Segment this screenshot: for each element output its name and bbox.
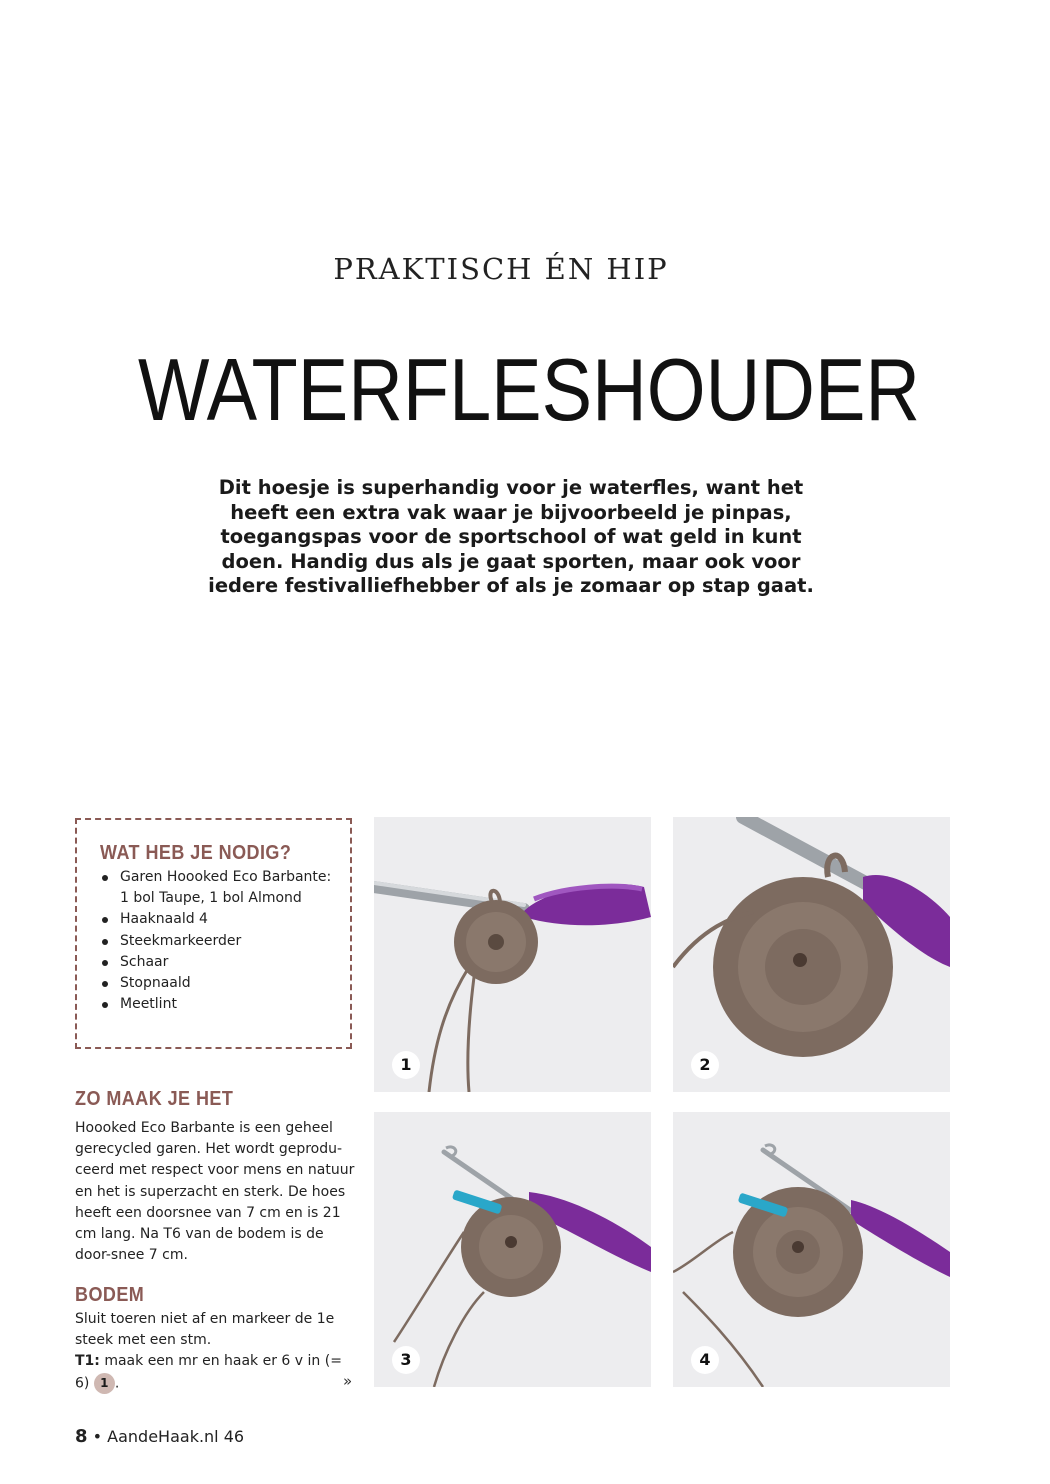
materials-item: Haaknaald 4 — [102, 909, 342, 930]
bottom-title: BODEM — [75, 1284, 145, 1306]
intro-text: Dit hoesje is superhandig voor je waterfles, want het heeft een extra vak waar je bijvoorbeeld je pinpas, toegangspas voor de sportschool of wat geld in kunt doen. Handig dus als je gaat sporten, maar ook voor iedere festivalliefhebber of als je zomaar op stap gaat. — [208, 476, 814, 597]
materials-box — [75, 818, 352, 1049]
kicker: PRAKTISCH ÉN HIP — [333, 252, 669, 286]
continue-arrow-icon: » — [343, 1372, 353, 1390]
photo-number-badge: 4 — [691, 1346, 719, 1374]
materials-item: Meetlint — [102, 994, 342, 1015]
photo-illustration — [673, 817, 950, 1092]
howto-text: Hoooked Eco Barbante is een geheel gerecycled garen. Het wordt geprodu-ceerd met respect voor mens en natuur en het is superzacht en sterk. De hoes heeft een doorsnee van 7 cm en is 21 cm lang. Na T6 van de bodem is de door-snee 7 cm. — [75, 1120, 355, 1264]
footer-bullet: • — [92, 1427, 103, 1446]
round-text: maak een mr en haak er 6 v in (= 6) — [75, 1353, 342, 1392]
bottom-text — [75, 1309, 357, 1394]
bottom-instruction: Sluit toeren niet af en markeer de 1e steek met een stm. — [75, 1311, 335, 1349]
page-footer — [75, 1426, 244, 1447]
materials-item: Steekmarkeerder — [102, 931, 342, 952]
materials-title: WAT HEB JE NODIG? — [100, 842, 292, 864]
materials-item: Garen Hoooked Eco Barbante: 1 bol Taupe, 1 bol Almond — [102, 867, 342, 909]
materials-item: Schaar — [102, 952, 342, 973]
step-photo-3 — [374, 1112, 651, 1387]
publication-name: AandeHaak.nl 46 — [107, 1427, 245, 1446]
photo-illustration — [374, 817, 651, 1092]
photo-number-badge: 1 — [392, 1051, 420, 1079]
howto-title: ZO MAAK JE HET — [75, 1088, 234, 1110]
materials-item: Stopnaald — [102, 973, 342, 994]
photo-illustration — [374, 1112, 651, 1387]
page-number: 8 — [75, 1426, 88, 1447]
page-title: WATERFLESHOUDER — [138, 340, 921, 439]
photo-number-badge: 3 — [392, 1346, 420, 1374]
materials-list — [102, 867, 342, 1015]
step-photo-4 — [673, 1112, 950, 1387]
step-photo-1 — [374, 817, 651, 1092]
photo-number-badge: 2 — [691, 1051, 719, 1079]
step-reference-badge: 1 — [94, 1373, 115, 1394]
round-end: . — [114, 1375, 120, 1392]
photo-illustration — [673, 1112, 950, 1387]
step-photo-2 — [673, 817, 950, 1092]
round-label: T1: — [75, 1353, 100, 1370]
